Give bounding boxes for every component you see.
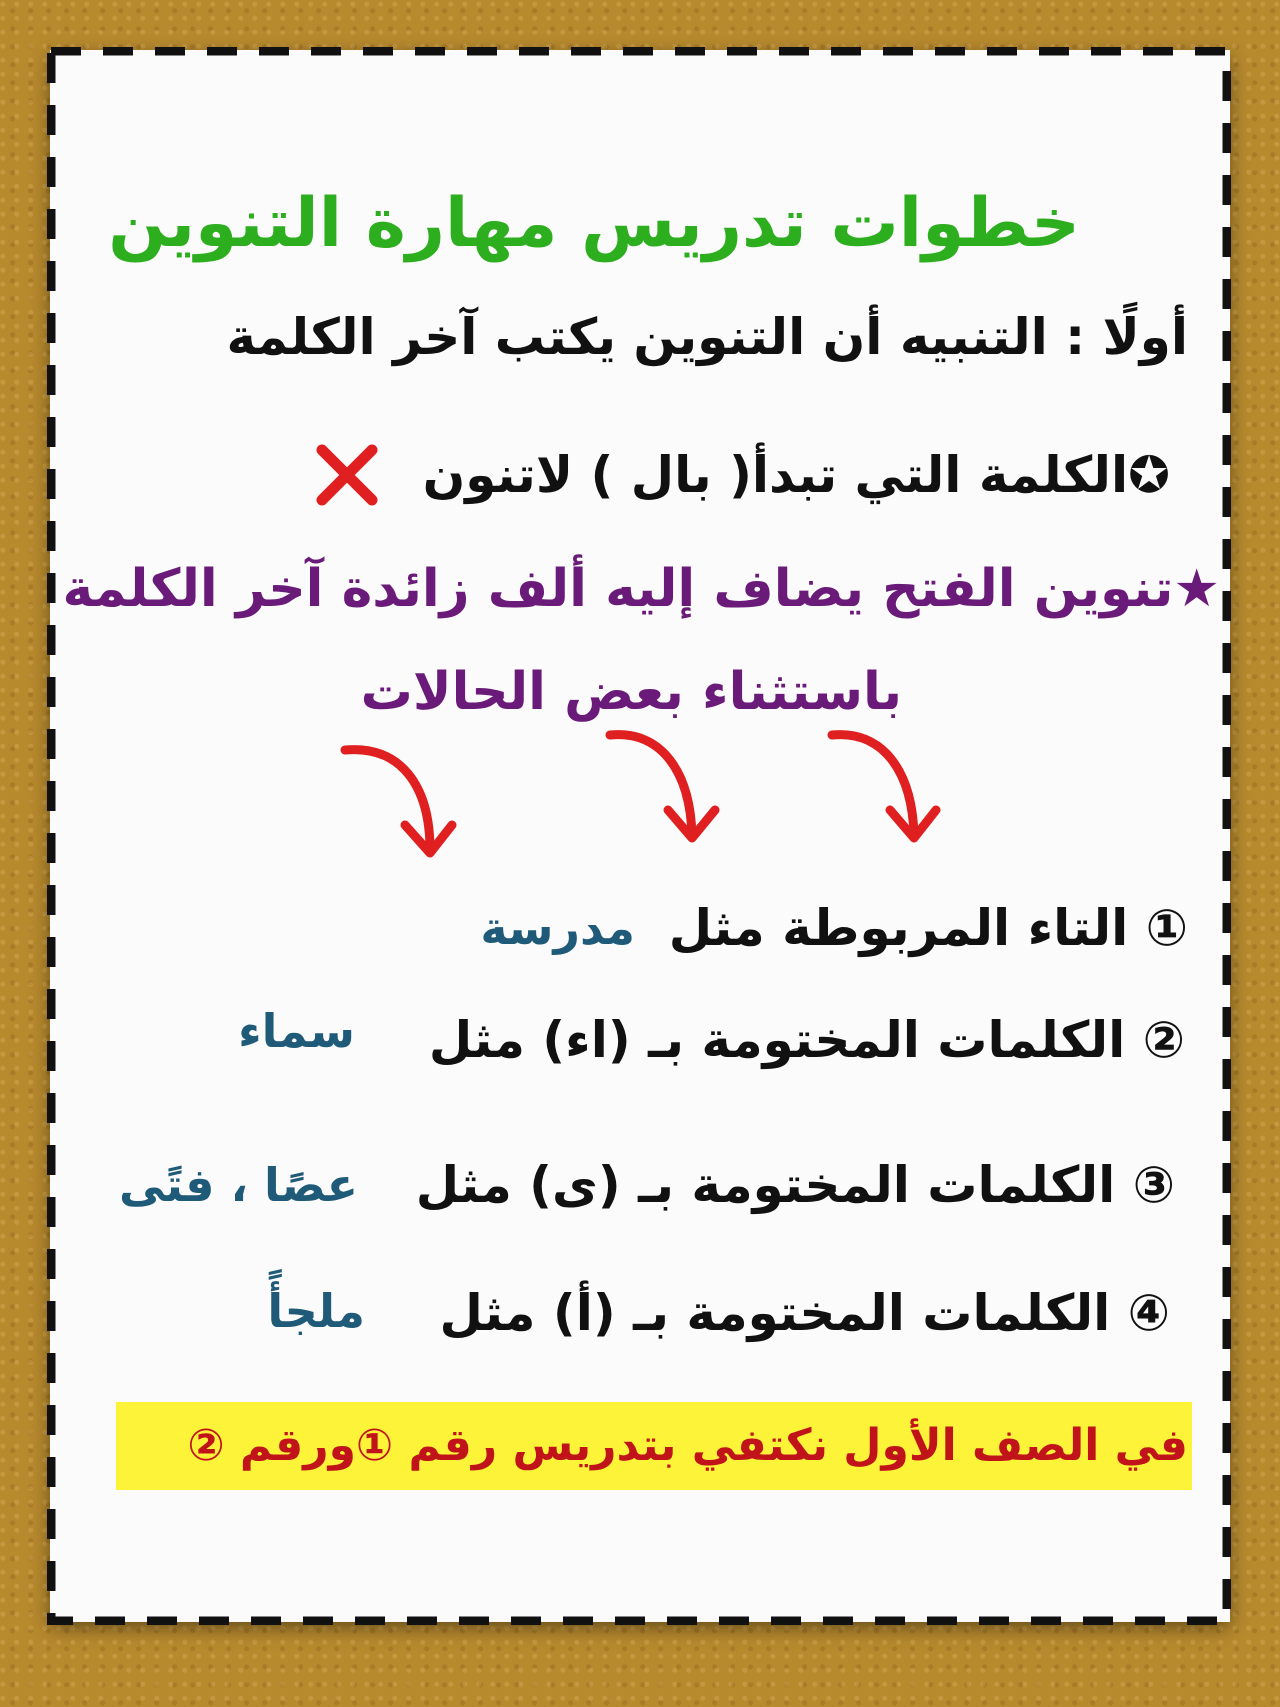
grade-one-note: في الصف الأول نكتفي بتدريس رقم ①ورقم ② [187,1420,1188,1471]
red-x-icon [312,440,382,510]
case-2-example: سماء [238,1004,355,1058]
case-4-text: ④ الكلمات المختومة بـ (أ) مثل [439,1284,1170,1342]
arrows-group [330,725,950,865]
al-words-rule: ✪الكلمة التي تبدأ( بال ) لاتنون [422,446,1170,504]
case-1-example: مدرسة [480,901,635,955]
page-title: خطوات تدريس مهارة التنوين [108,184,1080,263]
first-step-line: أولًا : التنبيه أن التنوين يكتب آخر الكلمة [226,308,1188,366]
case-4-example: ملجأً [267,1284,365,1338]
case-3-text: ③ الكلمات المختومة بـ (ى) مثل [415,1156,1175,1214]
curved-arrow-down-icon [610,735,715,838]
case-3-example: عصًا ، فتًى [119,1158,358,1212]
fath-rule-line-1: ★تنوين الفتح يضاف إليه ألف زائدة آخر الكلمة [62,559,1220,619]
case-1-text: ① التاء المربوطة مثل [668,899,1188,957]
curved-arrow-down-icon [345,750,452,853]
curved-arrow-down-icon [832,735,936,838]
case-2-text: ② الكلمات المختومة بـ (اء) مثل [428,1011,1185,1069]
fath-rule-line-2: باستثناء بعض الحالات [360,662,902,722]
